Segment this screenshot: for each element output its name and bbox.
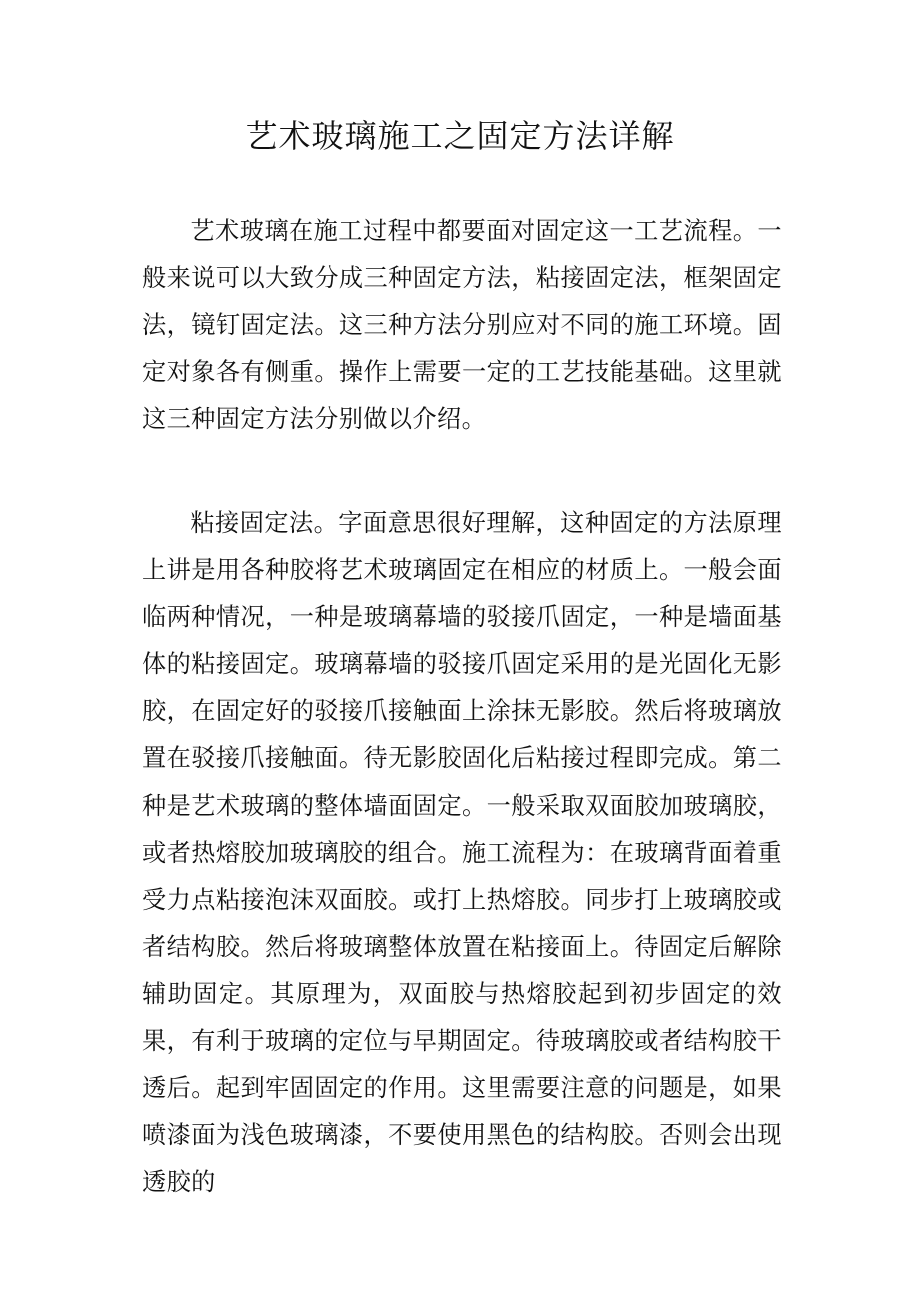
- document-title: 艺术玻璃施工之固定方法详解: [245, 117, 675, 155]
- paragraph-adhesive-method: 粘接固定法。字面意思很好理解，这种固定的方法原理上讲是用各种胶将艺术玻璃固定在相应的材质上。一般会面临两种情况，一种是玻璃幕墙的驳接爪固定，一种是墙面基体的粘接固定。玻璃幕墙的驳接爪固定采用的是光固化无影胶，在固定好的驳接爪接触面上涂抹无影胶。然后将玻璃放置在驳接爪接触面。待无影胶固化后粘接过程即完成。第二种是艺术玻璃的整体墙面固定。一般采取双面胶加玻璃胶，或者热熔胶加玻璃胶的组合。施工流程为：在玻璃背面着重受力点粘接泡沫双面胶。或打上热熔胶。同步打上玻璃胶或者结构胶。然后将玻璃整体放置在粘接面上。待固定后解除辅助固定。其原理为，双面胶与热熔胶起到初步固定的效果，有利于玻璃的定位与早期固定。待玻璃胶或者结构胶干透后。起到牢固固定的作用。这里需要注意的问题是，如果喷漆面为浅色玻璃漆，不要使用黑色的结构胶。否则会出现透胶的: [142, 509, 782, 1197]
- paragraph-intro: 艺术玻璃在施工过程中都要面对固定这一工艺流程。一般来说可以大致分成三种固定方法，粘接固定法，框架固定法，镜钉固定法。这三种方法分别应对不同的施工环境。固定对象各有侧重。操作上需要一定的工艺技能基础。这里就这三种固定方法分别做以介绍。: [142, 217, 782, 434]
